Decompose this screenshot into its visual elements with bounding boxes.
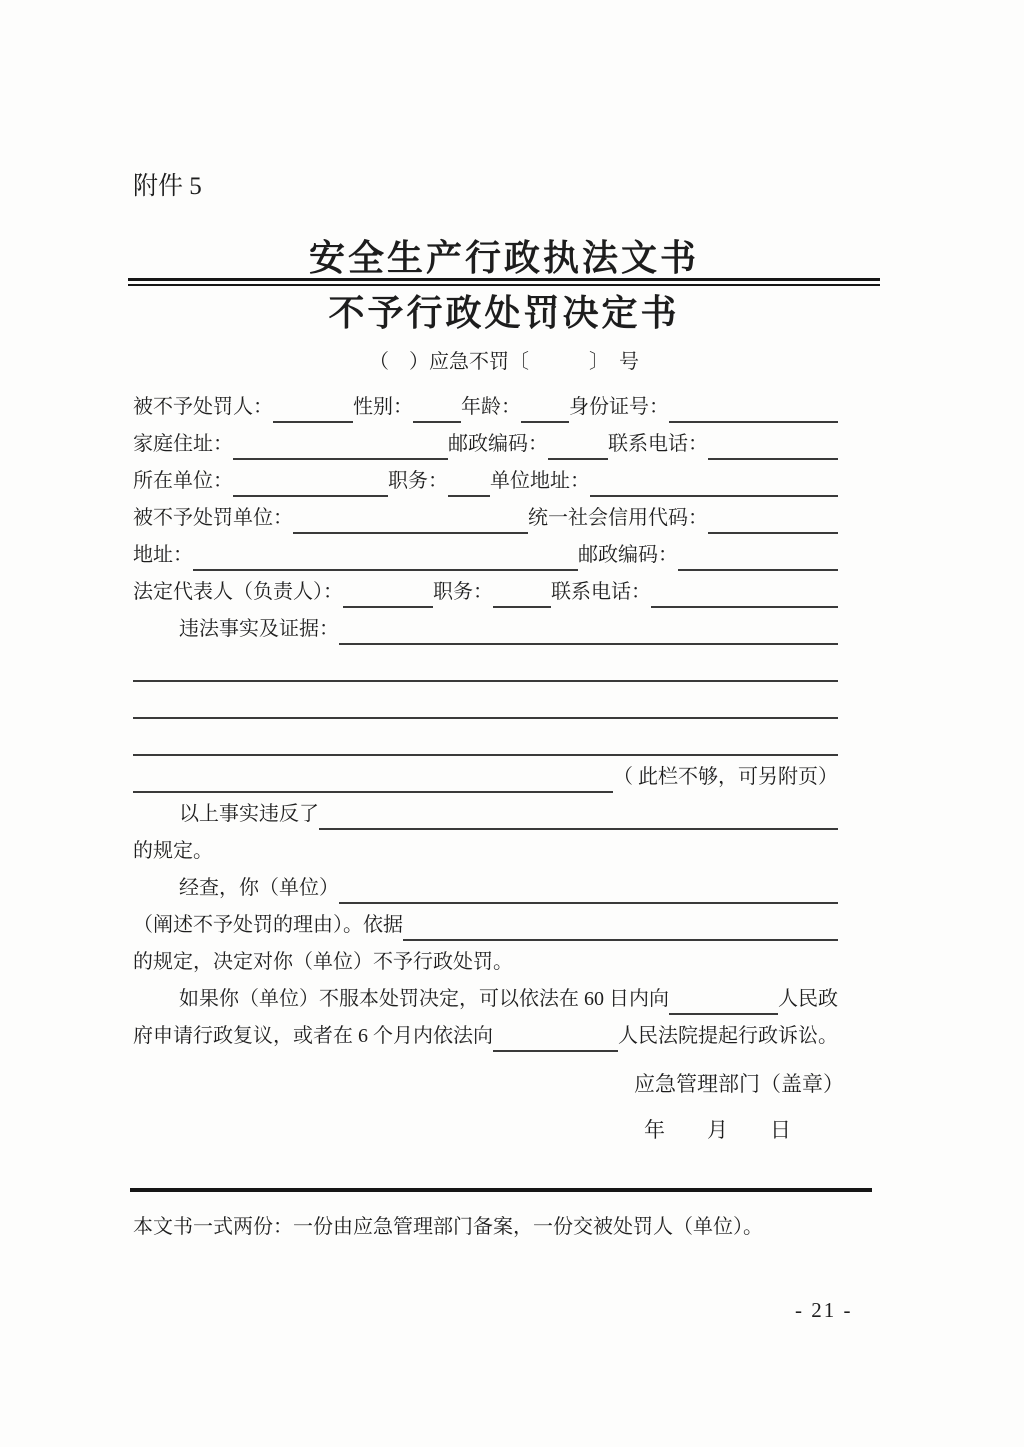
blank-line-2	[133, 685, 838, 719]
blank-position-2	[493, 574, 551, 608]
text-lawsuit-lead: 府申请行政复议，或者在 6 个月内依法向	[133, 1025, 493, 1047]
blank-line-4-partial	[133, 759, 613, 793]
paragraph-appeal-1	[133, 981, 838, 1018]
paragraph-facts-violated	[133, 796, 838, 833]
blank-violated-provision	[319, 796, 838, 830]
doc-number: （ ）应急不罚〔 〕 号	[369, 350, 639, 373]
text-reason-basis: （阐述不予处罚的理由）。依据	[133, 914, 403, 936]
label-credit-code: 统一社会信用代码：	[528, 507, 708, 529]
blank-government	[669, 981, 778, 1015]
label-punished-unit: 被不予处罚单位：	[133, 507, 293, 529]
blank-work-unit	[233, 463, 388, 497]
doc-category-title: 安全生产行政执法文书	[308, 238, 699, 278]
blank-line-partial-row	[133, 759, 838, 796]
label-legal-rep: 法定代表人（负责人）：	[133, 581, 343, 603]
blank-legal-basis	[403, 907, 838, 941]
title-double-rule	[128, 278, 880, 286]
paragraph-provision-suffix	[133, 833, 838, 870]
blank-id-number	[669, 389, 838, 423]
label-position-2: 职务：	[433, 581, 493, 603]
paragraph-decision	[133, 944, 838, 981]
text-appeal-tail: 人民政	[778, 988, 838, 1010]
blank-phone-2	[651, 574, 838, 608]
label-age: 年龄：	[461, 396, 521, 418]
form-row-home-address	[133, 426, 838, 463]
text-facts-violated: 以上事实违反了	[179, 803, 319, 825]
label-work-unit: 所在单位：	[133, 470, 233, 492]
blank-line-1	[133, 648, 838, 682]
footer-rule	[130, 1188, 872, 1192]
blank-gender	[413, 389, 461, 423]
signature-authority: 应急管理部门（盖章）	[634, 1072, 844, 1096]
text-appeal-lead: 如果你（单位）不服本处罚决定，可以依法在 60 日内向	[179, 988, 669, 1010]
label-phone: 联系电话：	[608, 433, 708, 455]
blank-credit-code	[708, 500, 838, 534]
blank-age	[521, 389, 569, 423]
label-postal-code: 邮政编码：	[448, 433, 548, 455]
blank-postal-code-2	[678, 537, 838, 571]
blank-home-address	[233, 426, 448, 460]
form-row-punished-unit	[133, 500, 838, 537]
paragraph-reason-basis	[133, 907, 838, 944]
form-row-work-unit	[133, 463, 838, 500]
label-id-number: 身份证号：	[569, 396, 669, 418]
attachment-label: 附件 5	[133, 173, 202, 200]
blank-punished-unit	[293, 500, 528, 534]
blank-punished-person	[273, 389, 353, 423]
label-gender: 性别：	[353, 396, 413, 418]
signature-block	[634, 1068, 844, 1144]
form-row-legal-rep	[133, 574, 838, 611]
overflow-note: （ 此栏不够，可另附页）	[613, 766, 838, 788]
blank-line-row	[133, 685, 838, 722]
text-provision-suffix: 的规定。	[133, 840, 213, 862]
doc-title: 不予行政处罚决定书	[328, 293, 680, 334]
blank-line-row	[133, 648, 838, 685]
blank-line-row	[133, 722, 838, 759]
blank-facts	[339, 611, 838, 645]
form-row-facts	[133, 611, 838, 648]
form-row-address	[133, 537, 838, 574]
paragraph-investigation	[133, 870, 838, 907]
label-postal-code-2: 邮政编码：	[578, 544, 678, 566]
title-block	[128, 238, 880, 374]
page-number: - 21 -	[795, 1298, 853, 1322]
text-decision: 的规定，决定对你（单位）不予行政处罚。	[133, 951, 513, 973]
text-lawsuit-tail: 人民法院提起行政诉讼。	[618, 1025, 838, 1047]
paragraph-appeal-2	[133, 1018, 838, 1055]
blank-position	[448, 463, 490, 497]
label-address: 地址：	[133, 544, 193, 566]
label-home-address: 家庭住址：	[133, 433, 233, 455]
signature-date: 年 月 日	[644, 1118, 791, 1142]
blank-line-3	[133, 722, 838, 756]
label-facts: 违法事实及证据：	[179, 618, 339, 640]
form-body	[133, 389, 838, 1055]
label-unit-address: 单位地址：	[490, 470, 590, 492]
blank-unit-name	[339, 870, 838, 904]
form-row-person	[133, 389, 838, 426]
blank-postal-code	[548, 426, 608, 460]
label-phone-2: 联系电话：	[551, 581, 651, 603]
label-position: 职务：	[388, 470, 448, 492]
blank-legal-rep	[343, 574, 433, 608]
label-punished-person: 被不予处罚人：	[133, 396, 273, 418]
blank-unit-address	[590, 463, 838, 497]
text-upon-investigation: 经查，你（单位）	[179, 877, 339, 899]
blank-phone	[708, 426, 838, 460]
blank-court	[493, 1018, 618, 1052]
blank-address	[193, 537, 578, 571]
footer-note: 本文书一式两份：一份由应急管理部门备案，一份交被处罚人（单位）。	[133, 1216, 763, 1238]
